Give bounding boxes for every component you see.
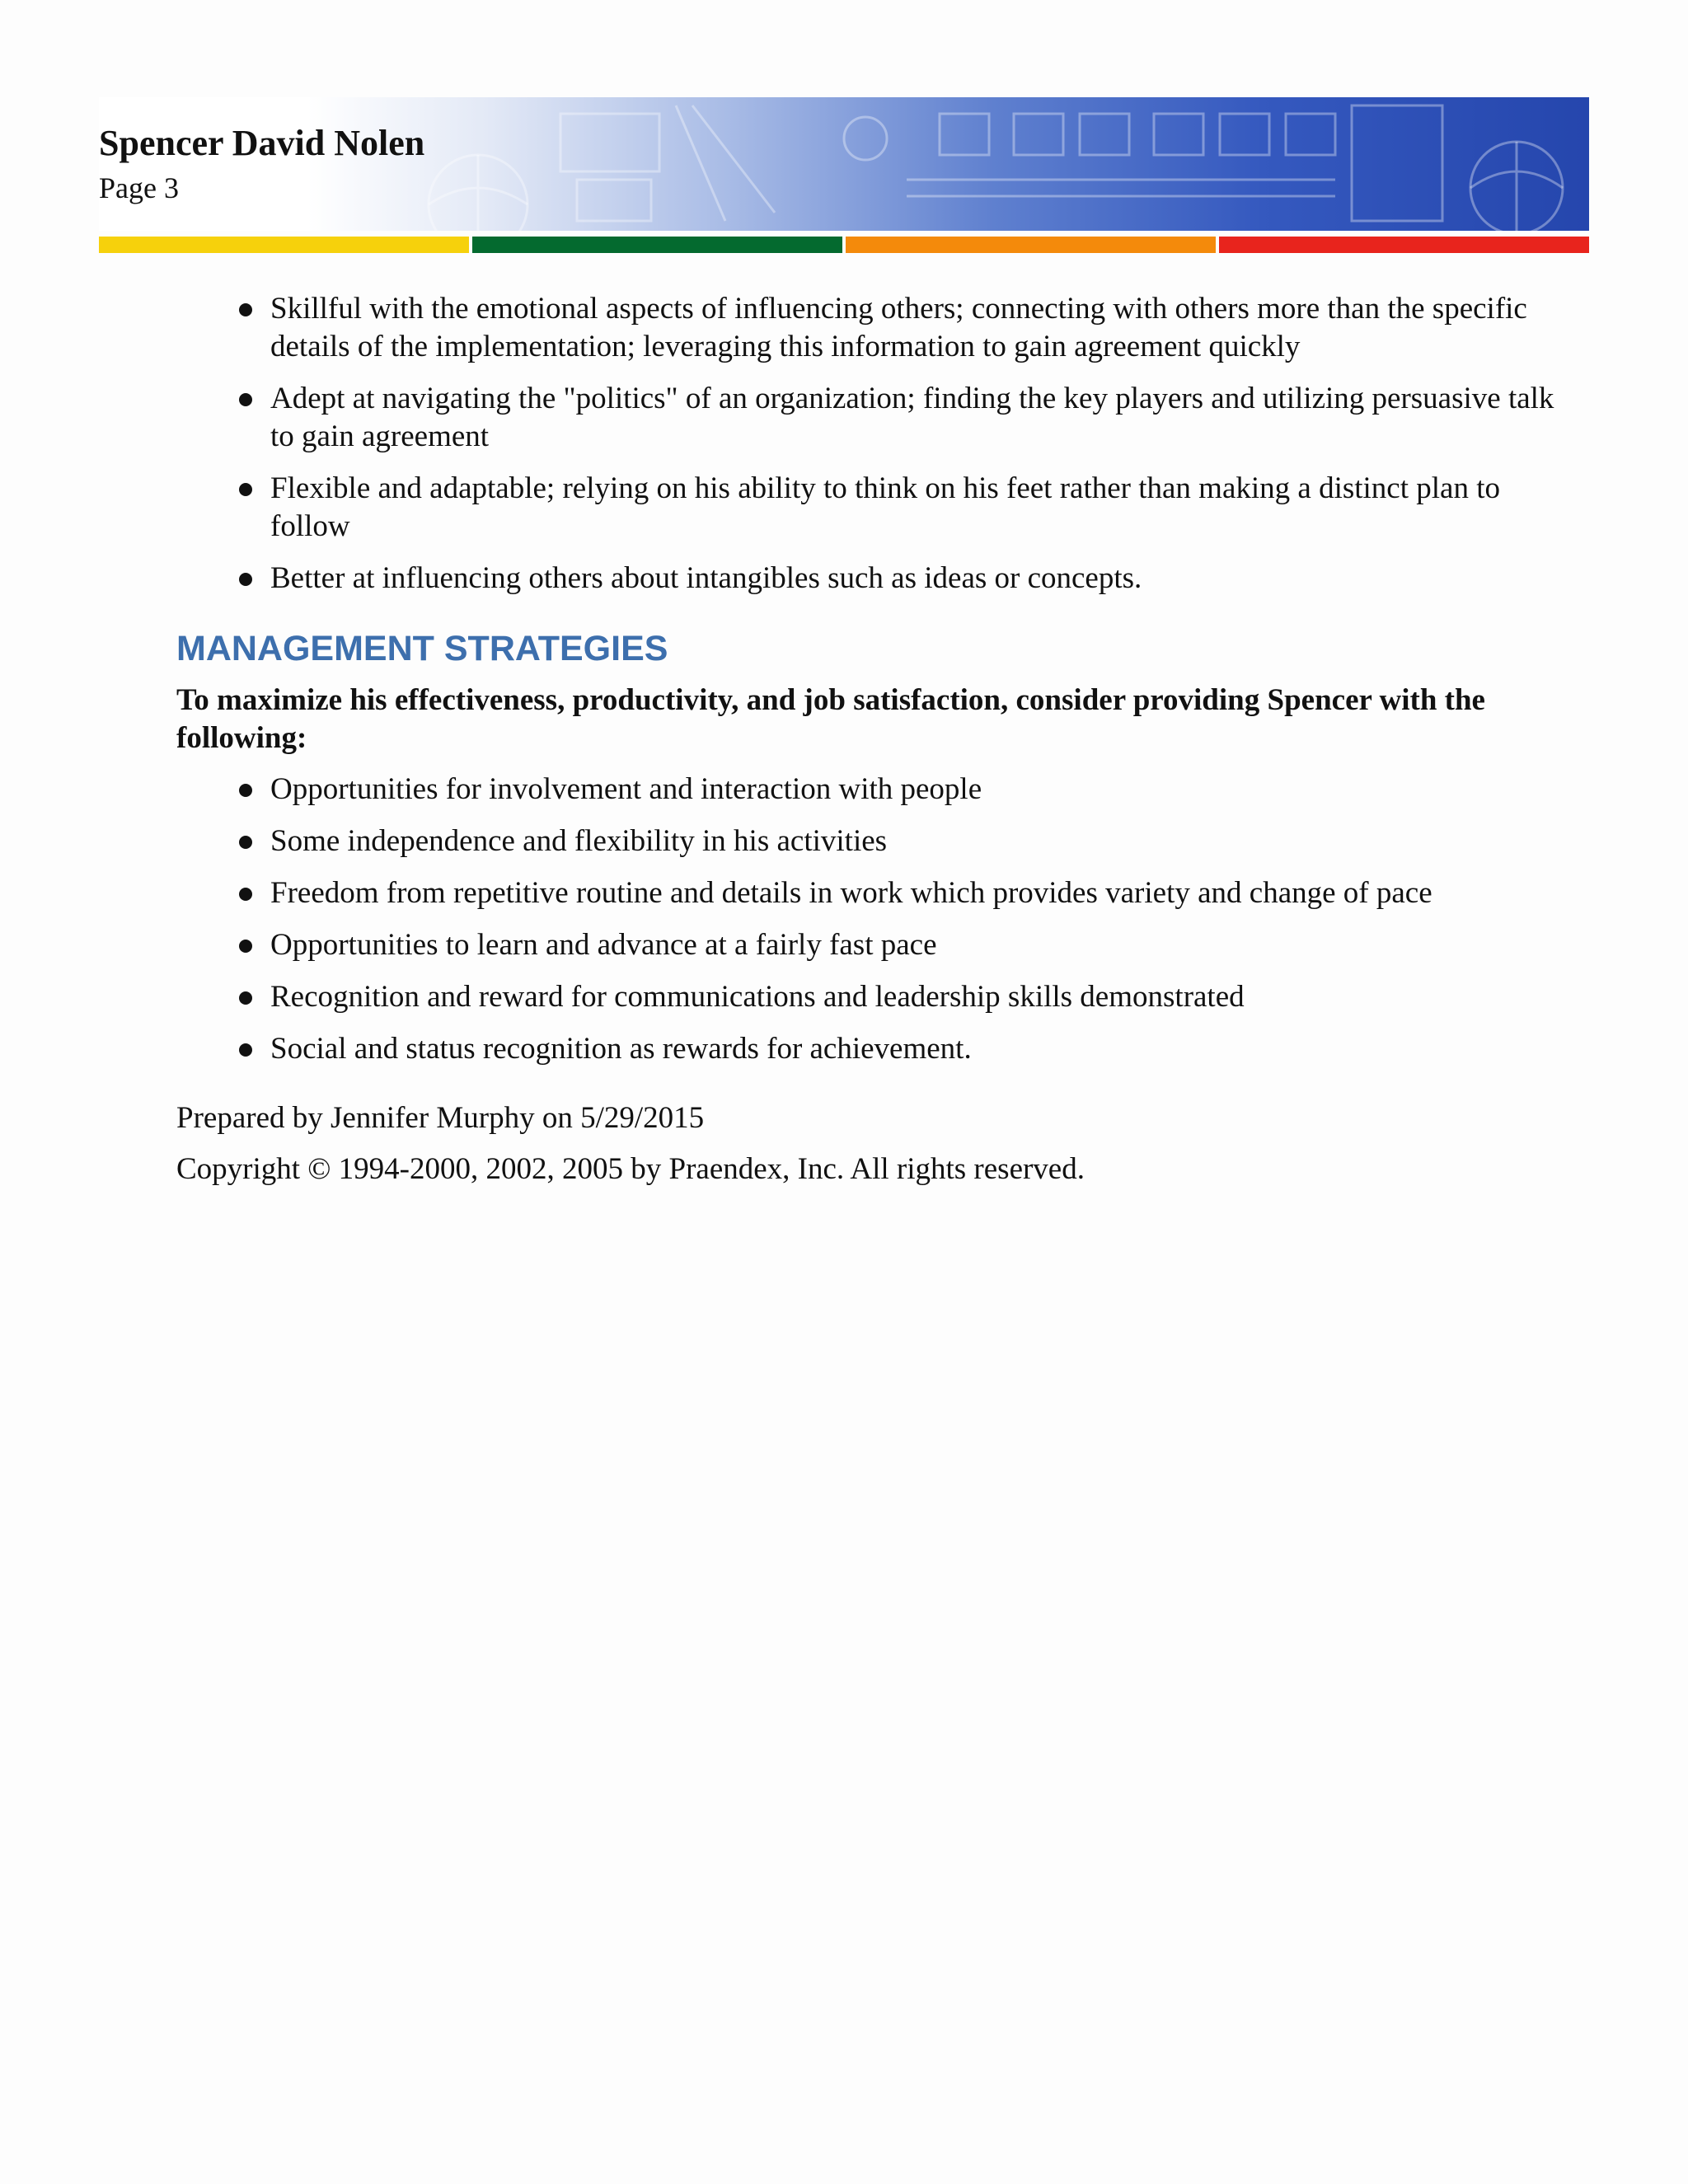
bullet-icon (239, 303, 252, 316)
list-item: Opportunities for involvement and interaction with people (270, 771, 1561, 808)
color-stripe-red (1219, 237, 1589, 253)
color-stripe-orange (846, 237, 1216, 253)
list-item: Recognition and reward for communications and leadership skills demonstrated (270, 978, 1561, 1016)
page-content (176, 290, 1561, 1202)
list-item: Opportunities to learn and advance at a fairly fast pace (270, 926, 1561, 964)
bullet-icon (239, 940, 252, 953)
prepared-by-text: Prepared by Jennifer Murphy on 5/29/2015 (176, 1101, 705, 1135)
report-person-name: Spencer David Nolen (99, 123, 425, 163)
list-item: Social and status recognition as rewards for achievement. (270, 1030, 1561, 1068)
bullet-icon (239, 483, 252, 496)
list-item: Flexible and adaptable; relying on his ability to think on his feet rather than making a distinct plan to follow (270, 470, 1561, 546)
section-intro: To maximize his effectiveness, productivity, and job satisfaction, consider providing Spencer with the following: (176, 683, 1485, 755)
bullet-icon (239, 393, 252, 406)
bullet-icon (239, 991, 252, 1005)
banner-collage-image (99, 97, 1589, 231)
color-stripe (99, 237, 1589, 253)
list-item: Adept at navigating the "politics" of an organization; finding the key players and utilizing persuasive talk to gain agreement (270, 380, 1561, 456)
page-number: Page 3 (99, 171, 179, 204)
list-item: Skillful with the emotional aspects of influencing others; connecting with others more than the specific details of the implementation; leveraging this information to gain agreement quickly (270, 290, 1561, 366)
bullet-icon (239, 836, 252, 849)
section-heading: MANAGEMENT STRATEGIES (176, 629, 668, 668)
list-item: Freedom from repetitive routine and details in work which provides variety and change of pace (270, 874, 1561, 912)
bullet-icon (239, 1043, 252, 1057)
copyright-text: Copyright © 1994-2000, 2002, 2005 by Praendex, Inc. All rights reserved. (176, 1152, 1085, 1186)
bullet-icon (239, 784, 252, 797)
bullet-icon (239, 573, 252, 586)
color-stripe-yellow (99, 237, 469, 253)
list-item: Some independence and flexibility in his activities (270, 823, 1561, 860)
behavior-bullet-list (176, 290, 1561, 598)
strategy-bullet-list (176, 771, 1561, 1068)
header-banner (99, 97, 1589, 231)
list-item: Better at influencing others about intangibles such as ideas or concepts. (270, 560, 1561, 598)
bullet-icon (239, 888, 252, 901)
color-stripe-green (472, 237, 842, 253)
footer (176, 1099, 1561, 1188)
